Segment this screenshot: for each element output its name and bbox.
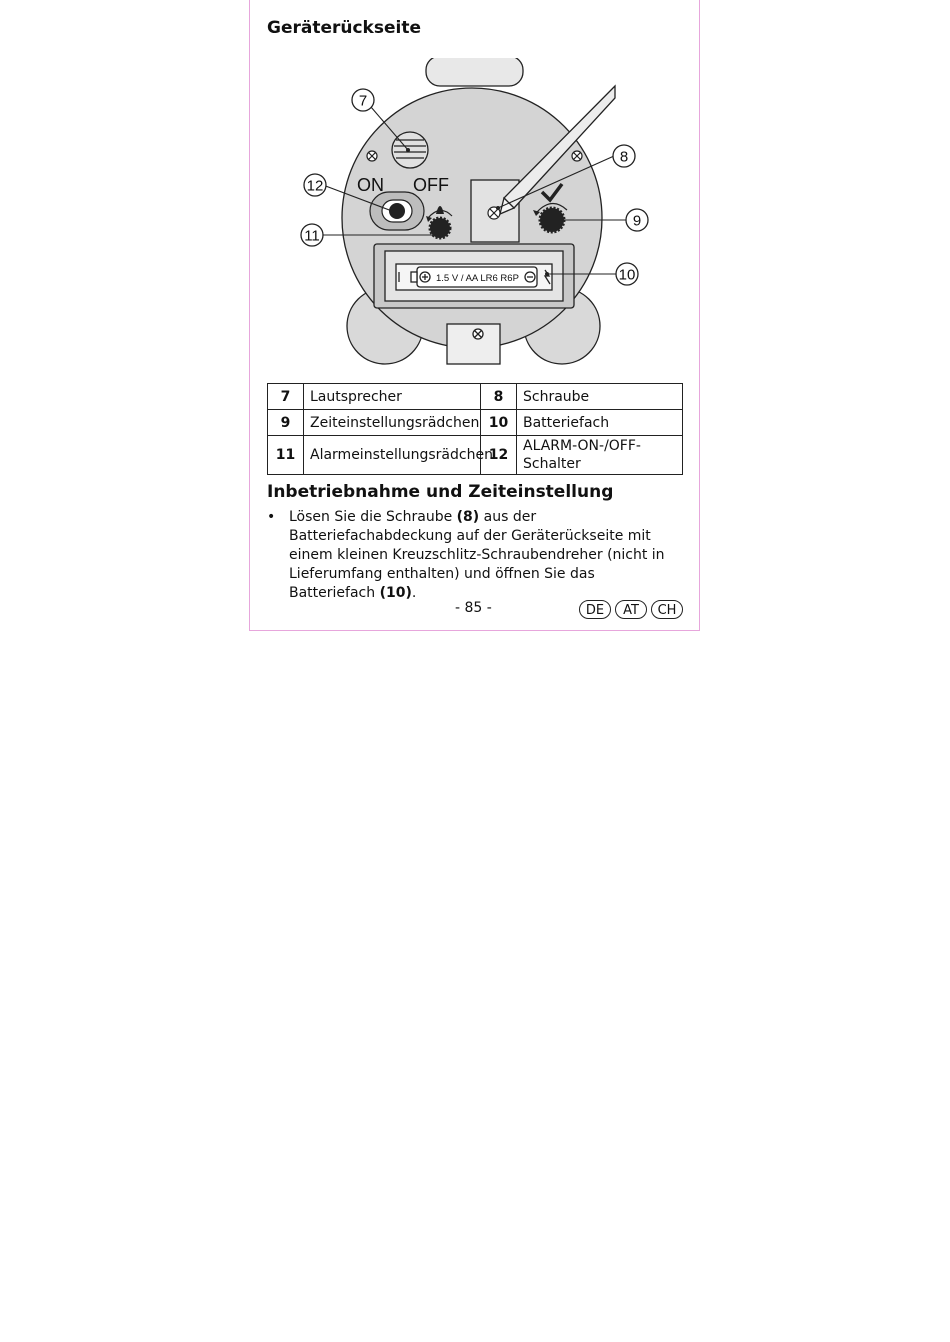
table-row [268,410,683,436]
switch-on-label: ON [357,175,384,195]
bottom-tab [447,324,500,364]
text-run: Lösen Sie die Schraube [289,509,457,525]
section-heading: Inbetriebnahme und Zeiteinstellung [267,482,614,502]
section-title: Geräterückseite [267,18,421,38]
legend-label: Alarmeinstellungsrädchen [304,436,481,475]
device-back-illustration [290,58,660,368]
callout-11-label: 11 [304,227,320,245]
bullet-text [289,508,685,603]
country-badge-ch: CH [651,600,683,619]
callout-12-label: 12 [306,177,324,195]
ref-battery: (10) [379,585,412,601]
legend-num: 9 [268,410,304,436]
table-row [268,436,683,475]
legend-num: 8 [481,384,517,410]
ref-screw: (8) [456,509,480,525]
callout-10-label: 10 [618,266,636,284]
legend-num: 7 [268,384,304,410]
battery-label: 1.5 V / AA LR6 R6P [436,273,519,284]
table-row [268,384,683,410]
legend-label: Batteriefach [517,410,683,436]
text-run: aus der Batteriefachabdeckung auf der Geräterückseite mit einem kleinen Kreuzschlitz-Schraubendreher (nicht in Lieferumfang enthalten) und öffnen Sie das Batteriefach [289,509,665,601]
bullet-symbol: • [267,509,276,525]
legend-num: 11 [268,436,304,475]
alarm-switch [370,192,424,230]
legend-label: ALARM-ON-/OFF-Schalter [517,436,683,475]
callout-9-label: 9 [632,212,642,230]
callout-8-label: 8 [619,148,629,166]
legend-num: 12 [481,436,517,475]
text-run: . [411,585,417,601]
legend-num: 10 [481,410,517,436]
legend-label: Zeiteinstellungsrädchen [304,410,481,436]
switch-off-label: OFF [413,175,449,195]
country-badge-de: DE [579,600,611,619]
legend-label: Lautsprecher [304,384,481,410]
page-number: - 85 - [455,600,492,616]
legend-label: Schraube [517,384,683,410]
country-badge-at: AT [615,600,647,619]
top-handle [426,58,523,86]
callout-7-label: 7 [358,92,368,110]
instruction-bullet [267,508,685,603]
legend-table [267,383,683,475]
